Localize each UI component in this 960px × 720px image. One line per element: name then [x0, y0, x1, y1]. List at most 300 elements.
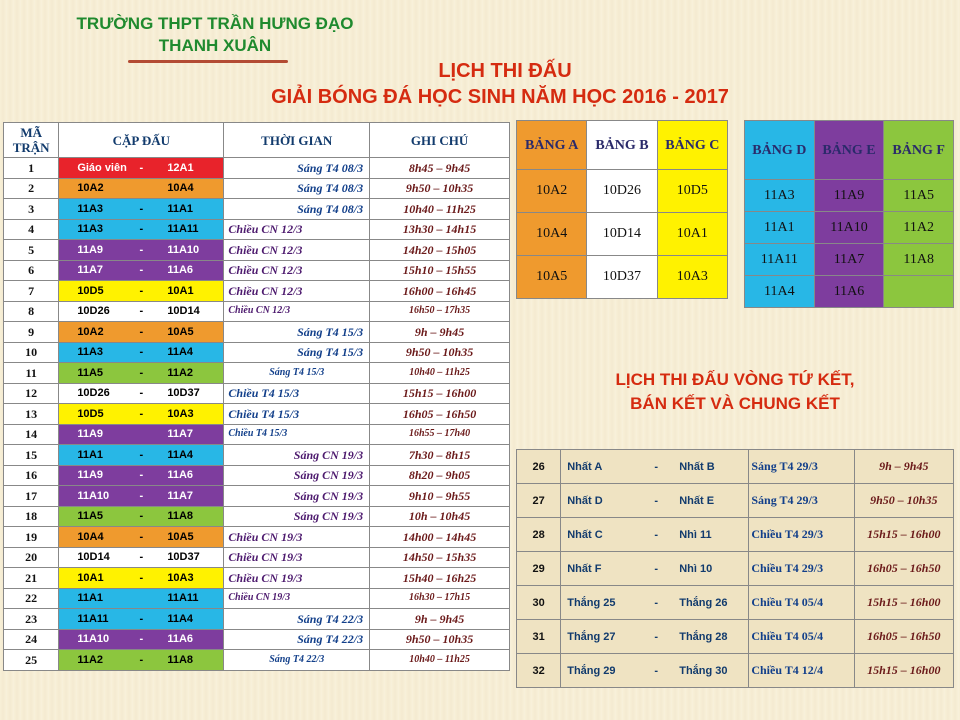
- team-a: 10D26: [77, 387, 110, 400]
- pairing-wrap: [59, 159, 223, 177]
- match-note: 16h55 – 17h40: [370, 424, 510, 445]
- group-team: 11A6: [814, 276, 884, 308]
- pairing-dash: -: [139, 551, 144, 564]
- team-a: Giáo viên: [77, 161, 127, 174]
- knockout-row: [517, 518, 954, 552]
- knockout-note: 15h15 – 16h00: [854, 586, 953, 620]
- team-b: 11A11: [167, 223, 199, 236]
- match-note: 10h40 – 11h25: [370, 199, 510, 220]
- header-time-label: THỜI GIAN: [261, 132, 333, 148]
- knockout-title-line2: BÁN KẾT VÀ CHUNG KẾT: [630, 394, 840, 413]
- match-time: Sáng T4 08/3: [224, 178, 370, 199]
- group-team: 10A3: [657, 256, 727, 299]
- knockout-body: [517, 450, 954, 688]
- knockout-pairing: [561, 518, 749, 552]
- team-a: 11A10: [77, 489, 110, 502]
- match-code: 1: [4, 158, 59, 179]
- groups-table-abc: [516, 120, 728, 299]
- team-b: 11A6: [167, 633, 194, 646]
- team-a: 10A4: [77, 530, 104, 543]
- header-match-code: [4, 123, 59, 158]
- knockout-dash: -: [654, 494, 659, 507]
- group-team: [884, 276, 954, 308]
- knockout-pairing: [561, 484, 749, 518]
- pairing-wrap: [59, 323, 223, 341]
- knockout-pairing-wrap: [561, 529, 748, 541]
- knockout-team-b: Thắng 28: [679, 630, 728, 643]
- match-code: 11: [4, 363, 59, 384]
- team-b: 11A4: [167, 346, 194, 359]
- knockout-note: 15h15 – 16h00: [854, 654, 953, 688]
- knockout-team-a: Thắng 27: [567, 630, 616, 643]
- pairing-wrap: [59, 507, 223, 525]
- schedule-row: [4, 322, 510, 343]
- knockout-time: Sáng T4 29/3: [749, 450, 854, 484]
- team-a: 10A1: [77, 571, 104, 584]
- knockout-note: 16h05 – 16h50: [854, 552, 953, 586]
- match-code: 25: [4, 650, 59, 671]
- group-team: 10A2: [517, 170, 587, 213]
- team-a: 10D26: [77, 305, 110, 318]
- knockout-team-b: Nhất E: [679, 494, 715, 507]
- title-divider: [128, 60, 288, 63]
- match-note: 9h – 9h45: [370, 322, 510, 343]
- pairing-wrap: [59, 651, 223, 669]
- match-time: Sáng T4 08/3: [224, 158, 370, 179]
- knockout-pairing-wrap: [561, 631, 748, 643]
- match-note: 15h15 – 16h00: [370, 383, 510, 404]
- pairing-dash: -: [139, 202, 144, 215]
- match-pairing: [59, 609, 224, 630]
- match-pairing: [59, 260, 224, 281]
- header-pairing-label: CẶP ĐẤU: [112, 132, 171, 148]
- match-code: 23: [4, 609, 59, 630]
- knockout-table: [516, 449, 954, 688]
- team-b: 12A1: [167, 161, 194, 174]
- pairing-wrap: [59, 425, 223, 443]
- match-code: 19: [4, 527, 59, 548]
- match-time: Chiều CN 19/3: [224, 527, 370, 548]
- pairing-wrap: [59, 220, 223, 238]
- knockout-note: 9h – 9h45: [854, 450, 953, 484]
- knockout-team-b: Nhì 10: [679, 562, 713, 575]
- knockout-code: 28: [517, 518, 561, 552]
- schedule-row: [4, 342, 510, 363]
- schedule-row: [4, 506, 510, 527]
- match-time: Chiều CN 19/3: [224, 568, 370, 589]
- match-note: 15h10 – 15h55: [370, 260, 510, 281]
- groups-def-body: [745, 121, 954, 308]
- knockout-row: [517, 552, 954, 586]
- knockout-time: Chiều T4 29/3: [749, 552, 854, 586]
- match-pairing: [59, 281, 224, 302]
- match-time: Chiều CN 12/3: [224, 281, 370, 302]
- page-subtitle: GIẢI BÓNG ĐÁ HỌC SINH NĂM HỌC 2016 - 2017: [271, 86, 729, 108]
- group-team: 11A7: [814, 244, 884, 276]
- team-b: 11A11: [167, 592, 199, 605]
- group-team: 11A1: [745, 212, 815, 244]
- schedule-row: [4, 629, 510, 650]
- team-a: 11A5: [77, 510, 104, 523]
- group-row: [517, 213, 728, 256]
- knockout-time: Chiều T4 05/4: [749, 586, 854, 620]
- knockout-code: 26: [517, 450, 561, 484]
- match-pairing: [59, 588, 224, 609]
- pairing-wrap: [59, 466, 223, 484]
- team-b: 10A5: [167, 530, 194, 543]
- team-a: 10A2: [77, 182, 104, 195]
- schedule-row: [4, 445, 510, 466]
- match-time: Sáng T4 15/3: [224, 342, 370, 363]
- pairing-dash: -: [139, 161, 144, 174]
- match-time: Sáng T4 22/3: [224, 629, 370, 650]
- team-a: 11A3: [77, 202, 104, 215]
- match-code: 13: [4, 404, 59, 425]
- team-a: 11A3: [77, 223, 104, 236]
- knockout-dash: -: [654, 664, 659, 677]
- group-team: 11A3: [745, 180, 815, 212]
- match-note: 10h40 – 11h25: [370, 650, 510, 671]
- group-team: 10D5: [657, 170, 727, 213]
- match-code: 14: [4, 424, 59, 445]
- match-note: 16h05 – 16h50: [370, 404, 510, 425]
- pairing-wrap: [59, 528, 223, 546]
- pairing-dash: -: [139, 448, 144, 461]
- match-code: 18: [4, 506, 59, 527]
- header-pairing: [59, 123, 224, 158]
- team-a: 11A7: [77, 264, 104, 277]
- match-code: 12: [4, 383, 59, 404]
- header-note: [370, 123, 510, 158]
- team-b: 11A4: [167, 612, 194, 625]
- knockout-team-b: Thắng 30: [679, 664, 728, 677]
- match-time: Sáng CN 19/3: [224, 486, 370, 507]
- knockout-code: 31: [517, 620, 561, 654]
- match-pairing: [59, 342, 224, 363]
- schedule-row: [4, 424, 510, 445]
- team-b: 10A5: [167, 325, 194, 338]
- groups-table-def: [744, 120, 954, 308]
- knockout-team-a: Nhất A: [567, 460, 603, 473]
- match-code: 8: [4, 301, 59, 322]
- match-pairing: [59, 506, 224, 527]
- team-a: 10D14: [77, 551, 110, 564]
- match-note: 9h50 – 10h35: [370, 178, 510, 199]
- pairing-wrap: [59, 384, 223, 402]
- match-time: Sáng T4 22/3: [224, 609, 370, 630]
- knockout-note: 9h50 – 10h35: [854, 484, 953, 518]
- match-note: 16h30 – 17h15: [370, 588, 510, 609]
- knockout-team-b: Nhất B: [679, 460, 715, 473]
- match-pairing: [59, 650, 224, 671]
- match-note: 16h00 – 16h45: [370, 281, 510, 302]
- knockout-dash: -: [654, 460, 659, 473]
- schedule-row: [4, 568, 510, 589]
- schedule-row: [4, 158, 510, 179]
- match-time: Chiều CN 19/3: [224, 588, 370, 609]
- school-name: [60, 13, 370, 57]
- team-b: 11A4: [167, 448, 194, 461]
- group-team: 11A11: [745, 244, 815, 276]
- pairing-dash: -: [139, 407, 144, 420]
- school-name-line1: TRƯỜNG THPT TRẦN HƯNG ĐẠO: [76, 14, 354, 33]
- match-pairing: [59, 527, 224, 548]
- match-note: 14h00 – 14h45: [370, 527, 510, 548]
- team-a: 11A9: [77, 243, 104, 256]
- match-time: Chiều CN 12/3: [224, 219, 370, 240]
- group-header: BẢNG D: [745, 121, 815, 180]
- group-team: 10A1: [657, 213, 727, 256]
- group-team: 10D26: [587, 170, 657, 213]
- group-team: 11A9: [814, 180, 884, 212]
- team-b: 11A6: [167, 469, 194, 482]
- group-row: [745, 180, 954, 212]
- knockout-title-line1: LỊCH THI ĐẤU VÒNG TỨ KẾT,: [615, 370, 855, 389]
- pairing-wrap: [59, 179, 223, 197]
- match-note: 10h40 – 11h25: [370, 363, 510, 384]
- knockout-row: [517, 620, 954, 654]
- team-b: 10D14: [167, 305, 200, 318]
- pairing-wrap: [59, 241, 223, 259]
- team-a: 11A5: [77, 366, 104, 379]
- match-code: 7: [4, 281, 59, 302]
- knockout-pairing-wrap: [561, 495, 748, 507]
- team-b: 11A2: [167, 366, 194, 379]
- knockout-time: Chiều T4 05/4: [749, 620, 854, 654]
- pairing-wrap: [59, 200, 223, 218]
- schedule-row: [4, 486, 510, 507]
- pairing-wrap: [59, 261, 223, 279]
- group-team: 11A8: [884, 244, 954, 276]
- pairing-dash: -: [139, 653, 144, 666]
- match-pairing: [59, 547, 224, 568]
- knockout-code: 29: [517, 552, 561, 586]
- team-b: 10D37: [167, 551, 200, 564]
- pairing-wrap: [59, 364, 223, 382]
- team-a: 11A3: [77, 346, 104, 359]
- knockout-pairing-wrap: [561, 665, 748, 677]
- match-note: 14h50 – 15h35: [370, 547, 510, 568]
- pairing-dash: -: [139, 571, 144, 584]
- match-time: Chiều CN 12/3: [224, 260, 370, 281]
- team-b: 10D37: [167, 387, 200, 400]
- pairing-dash: -: [139, 469, 144, 482]
- match-pairing: [59, 301, 224, 322]
- knockout-pairing: [561, 586, 749, 620]
- group-row: [517, 256, 728, 299]
- group-team: 10D14: [587, 213, 657, 256]
- schedule-row: [4, 260, 510, 281]
- team-a: 11A1: [77, 592, 104, 605]
- team-a: 11A1: [77, 448, 104, 461]
- match-code: 2: [4, 178, 59, 199]
- knockout-row: [517, 450, 954, 484]
- match-time: Sáng CN 19/3: [224, 506, 370, 527]
- knockout-pairing-wrap: [561, 461, 748, 473]
- match-note: 8h45 – 9h45: [370, 158, 510, 179]
- match-time: Chiều CN 12/3: [224, 301, 370, 322]
- match-note: 9h10 – 9h55: [370, 486, 510, 507]
- match-time: Chiều CN 12/3: [224, 240, 370, 261]
- match-time: Sáng T4 15/3: [224, 363, 370, 384]
- pairing-dash: -: [139, 633, 144, 646]
- match-note: 10h – 10h45: [370, 506, 510, 527]
- match-time: Sáng T4 08/3: [224, 199, 370, 220]
- group-header: BẢNG E: [814, 121, 884, 180]
- group-row: [517, 170, 728, 213]
- knockout-row: [517, 586, 954, 620]
- knockout-team-a: Nhất F: [567, 562, 602, 575]
- match-pairing: [59, 199, 224, 220]
- match-pairing: [59, 568, 224, 589]
- knockout-row: [517, 484, 954, 518]
- knockout-pairing-wrap: [561, 597, 748, 609]
- match-note: 8h20 – 9h05: [370, 465, 510, 486]
- schedule-row: [4, 650, 510, 671]
- knockout-time: Chiều T4 29/3: [749, 518, 854, 552]
- match-code: 17: [4, 486, 59, 507]
- team-b: 11A10: [167, 243, 200, 256]
- knockout-code: 32: [517, 654, 561, 688]
- team-a: 10D5: [77, 284, 104, 297]
- knockout-row: [517, 654, 954, 688]
- group-header: BẢNG C: [657, 121, 727, 170]
- team-b: 11A7: [167, 428, 194, 441]
- match-code: 15: [4, 445, 59, 466]
- match-code: 9: [4, 322, 59, 343]
- knockout-dash: -: [654, 528, 659, 541]
- schedule-body: [4, 158, 510, 671]
- header-match-code-label: MÃ TRẬN: [12, 125, 50, 155]
- match-code: 4: [4, 219, 59, 240]
- pairing-wrap: [59, 610, 223, 628]
- team-b: 10A4: [167, 182, 194, 195]
- match-time: Chiều T4 15/3: [224, 383, 370, 404]
- group-header: BẢNG A: [517, 121, 587, 170]
- group-team: 10A5: [517, 256, 587, 299]
- match-note: 16h50 – 17h35: [370, 301, 510, 322]
- match-note: 15h40 – 16h25: [370, 568, 510, 589]
- schedule-row: [4, 301, 510, 322]
- knockout-pairing: [561, 654, 749, 688]
- match-pairing: [59, 178, 224, 199]
- group-row: [745, 276, 954, 308]
- schedule-row: [4, 219, 510, 240]
- match-pairing: [59, 322, 224, 343]
- knockout-pairing: [561, 450, 749, 484]
- match-code: 6: [4, 260, 59, 281]
- pairing-wrap: [59, 446, 223, 464]
- group-row: [745, 244, 954, 276]
- group-header-row: [517, 121, 728, 170]
- group-header: BẢNG B: [587, 121, 657, 170]
- knockout-dash: -: [654, 596, 659, 609]
- match-time: Sáng T4 15/3: [224, 322, 370, 343]
- schedule-row: [4, 240, 510, 261]
- match-pairing: [59, 363, 224, 384]
- pairing-dash: -: [139, 366, 144, 379]
- match-note: 14h20 – 15h05: [370, 240, 510, 261]
- knockout-title: [540, 368, 930, 416]
- match-code: 16: [4, 465, 59, 486]
- pairing-dash: -: [139, 243, 144, 256]
- group-team: 11A4: [745, 276, 815, 308]
- schedule-row: [4, 178, 510, 199]
- knockout-team-a: Thắng 29: [567, 664, 616, 677]
- match-pairing: [59, 158, 224, 179]
- match-code: 3: [4, 199, 59, 220]
- pairing-wrap: [59, 282, 223, 300]
- knockout-pairing-wrap: [561, 563, 748, 575]
- pairing-dash: -: [139, 510, 144, 523]
- team-b: 11A1: [167, 202, 194, 215]
- team-a: 10A2: [77, 325, 104, 338]
- groups-abc-body: [517, 121, 728, 299]
- match-time: Sáng CN 19/3: [224, 445, 370, 466]
- schedule-row: [4, 363, 510, 384]
- match-note: 7h30 – 8h15: [370, 445, 510, 466]
- pairing-dash: -: [139, 530, 144, 543]
- team-b: 11A8: [167, 510, 194, 523]
- header-time: [224, 123, 370, 158]
- match-pairing: [59, 404, 224, 425]
- pairing-dash: -: [139, 325, 144, 338]
- match-code: 20: [4, 547, 59, 568]
- match-pairing: [59, 240, 224, 261]
- header-note-label: GHI CHÚ: [410, 132, 469, 148]
- pairing-wrap: [59, 569, 223, 587]
- schedule-row: [4, 383, 510, 404]
- knockout-time: Chiều T4 12/4: [749, 654, 854, 688]
- match-pairing: [59, 465, 224, 486]
- group-header: BẢNG F: [884, 121, 954, 180]
- match-pairing: [59, 424, 224, 445]
- knockout-code: 30: [517, 586, 561, 620]
- knockout-team-b: Nhì 11: [679, 528, 712, 541]
- match-pairing: [59, 629, 224, 650]
- team-a: 11A10: [77, 633, 110, 646]
- match-time: Sáng T4 22/3: [224, 650, 370, 671]
- pairing-wrap: [59, 548, 223, 566]
- group-header-row: [745, 121, 954, 180]
- group-team: 10A4: [517, 213, 587, 256]
- team-a: 11A2: [77, 653, 104, 666]
- pairing-wrap: [59, 405, 223, 423]
- schedule-table: [3, 122, 510, 671]
- pairing-wrap: [59, 302, 223, 320]
- match-pairing: [59, 383, 224, 404]
- schedule-header-row: [4, 123, 510, 158]
- pairing-dash: -: [139, 223, 144, 236]
- team-a: 11A9: [77, 428, 104, 441]
- match-time: Chiều T4 15/3: [224, 424, 370, 445]
- knockout-team-a: Nhất C: [567, 528, 603, 541]
- schedule-row: [4, 588, 510, 609]
- match-pairing: [59, 445, 224, 466]
- knockout-pairing: [561, 620, 749, 654]
- match-code: 22: [4, 588, 59, 609]
- team-b: 10A1: [167, 284, 194, 297]
- team-b: 11A7: [167, 489, 194, 502]
- match-code: 21: [4, 568, 59, 589]
- pairing-dash: -: [139, 284, 144, 297]
- match-code: 24: [4, 629, 59, 650]
- knockout-note: 15h15 – 16h00: [854, 518, 953, 552]
- group-team: 11A5: [884, 180, 954, 212]
- schedule-row: [4, 547, 510, 568]
- pairing-dash: -: [139, 387, 144, 400]
- group-row: [745, 212, 954, 244]
